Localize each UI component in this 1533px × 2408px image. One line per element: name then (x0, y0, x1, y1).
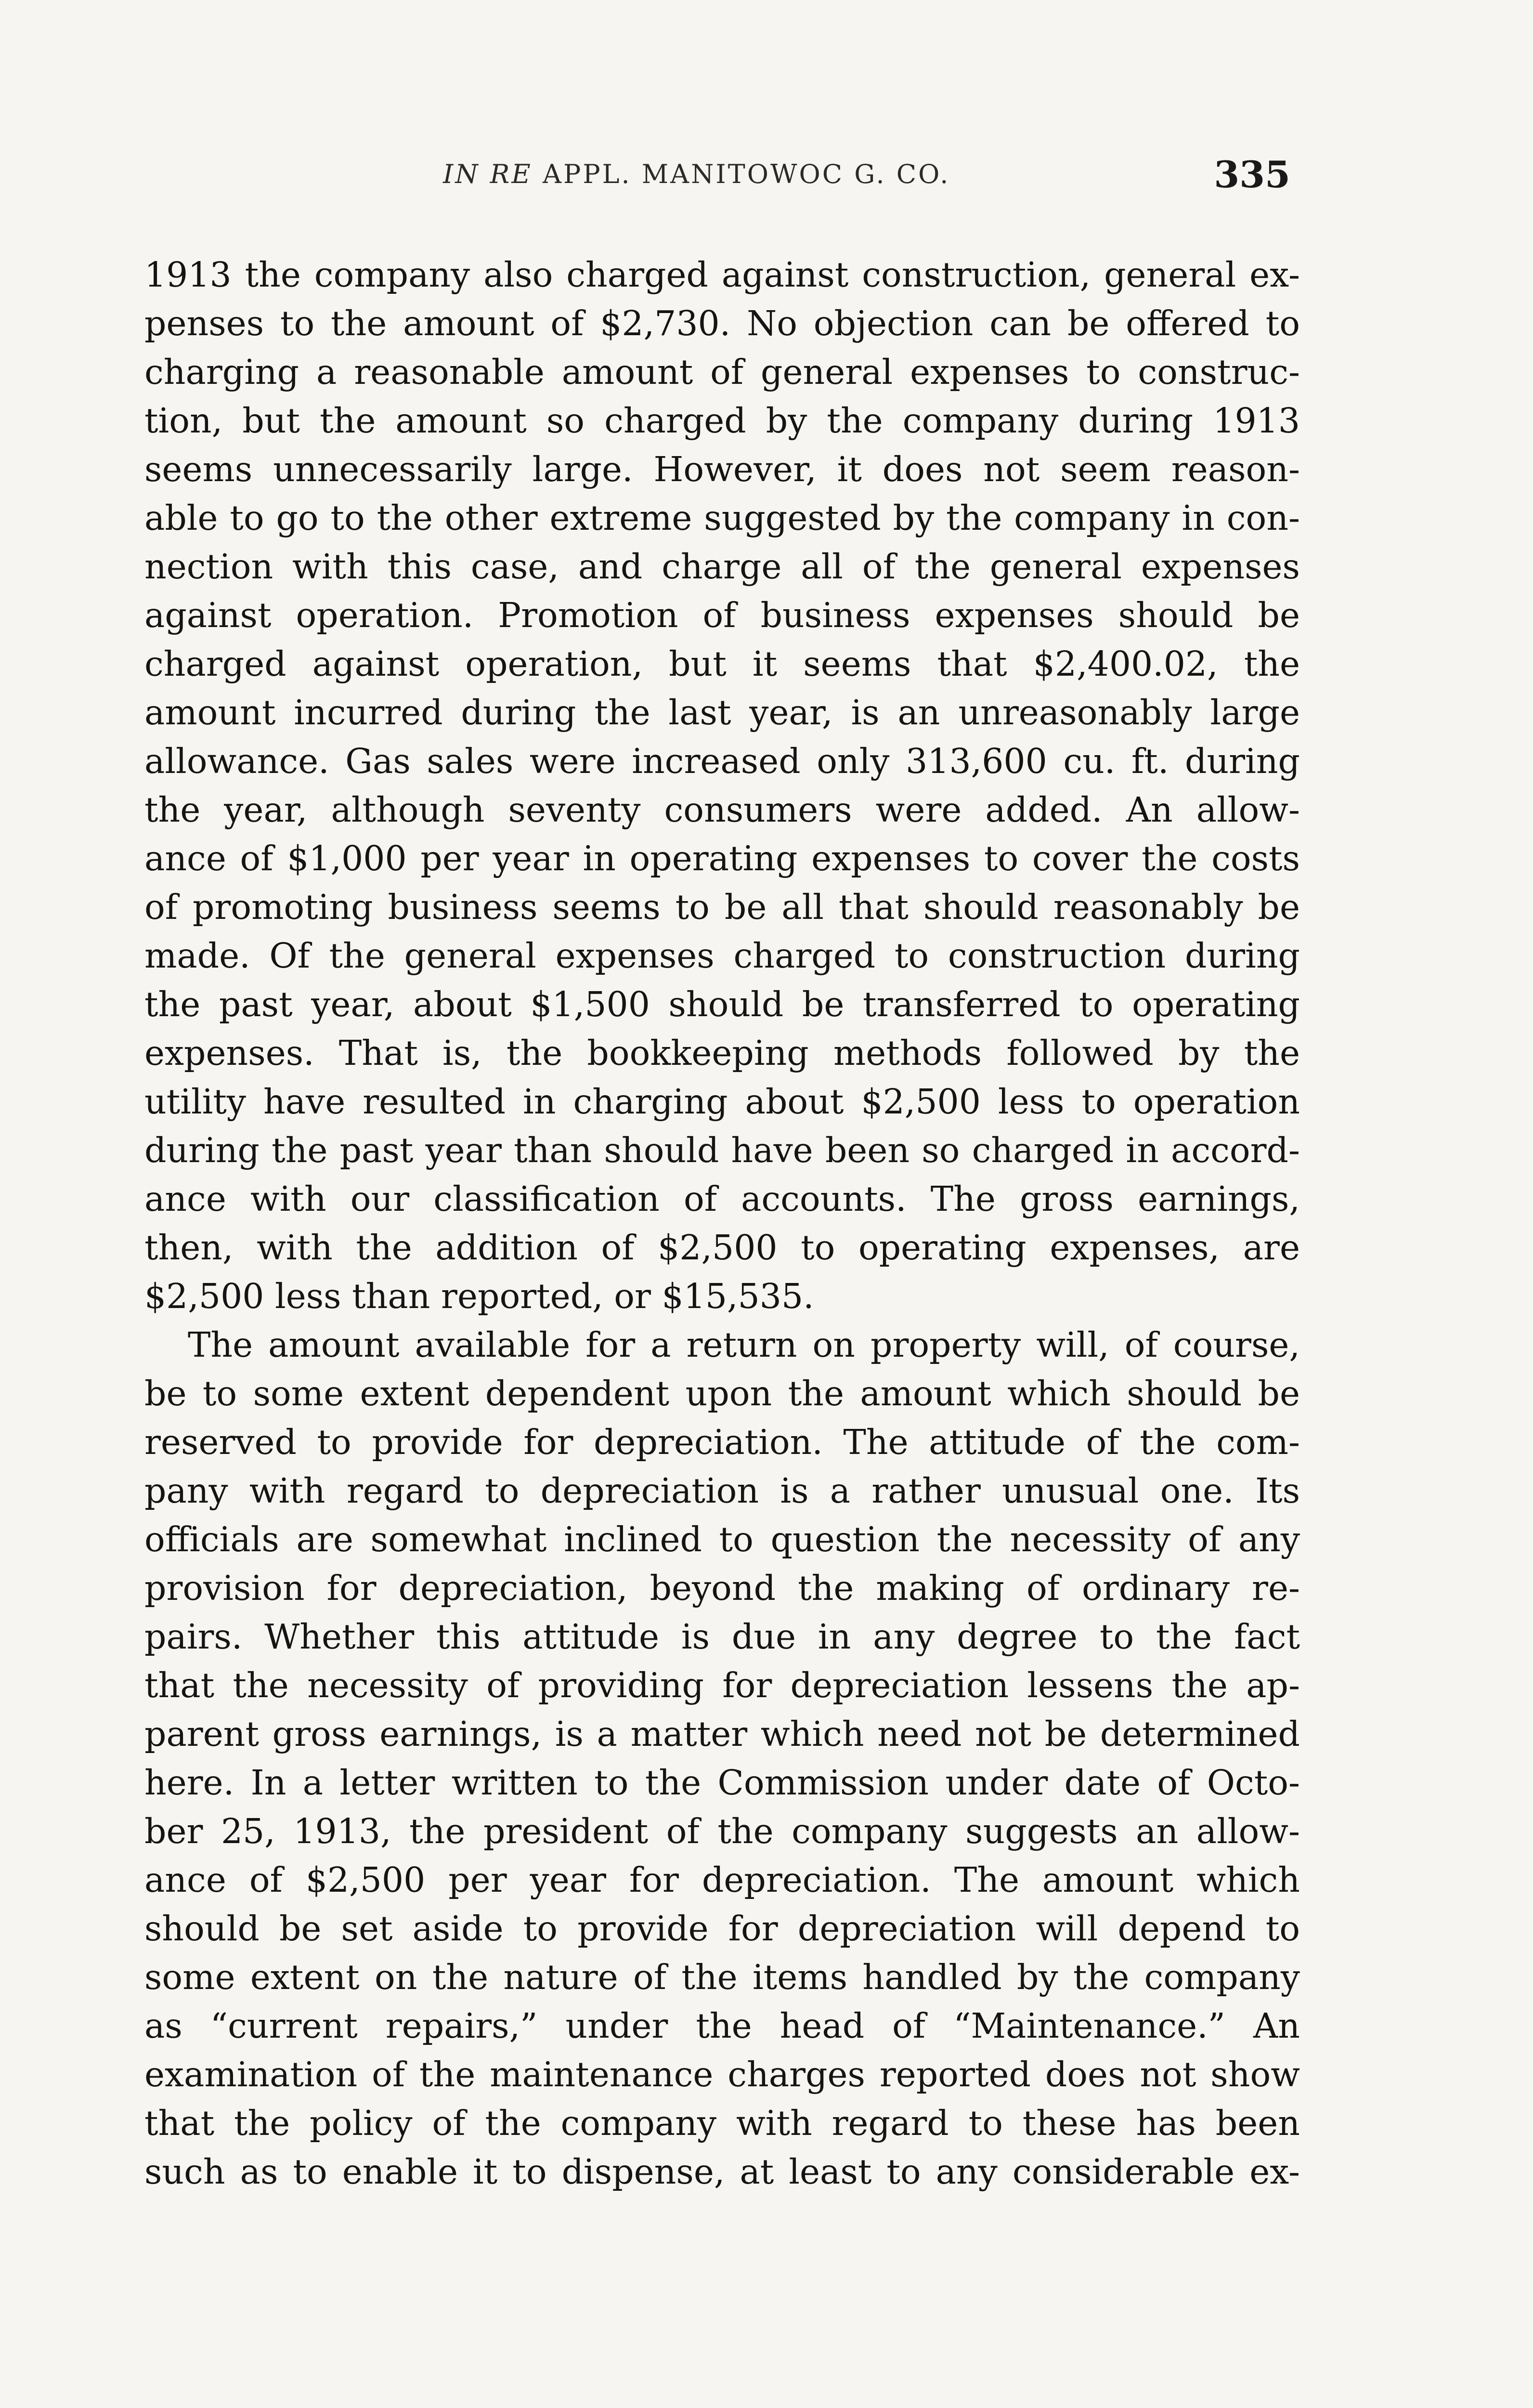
text-line: penses to the amount of $2,730. No objection can be offered to (144, 303, 1300, 343)
text-line: against operation. Promotion of business expenses should be (144, 595, 1300, 635)
text-line: as “current repairs,” under the head of “Maintenance.” An (144, 2006, 1300, 2046)
text-line: ance with our classification of accounts. The gross earnings, (144, 1179, 1300, 1219)
text-line: that the necessity of providing for depreciation lessens the ap- (144, 1665, 1300, 1705)
body-text (144, 250, 1300, 2196)
text-line: nection with this case, and charge all of the general expenses (144, 547, 1300, 587)
text-line: able to go to the other extreme suggested by the company in con- (144, 498, 1300, 538)
text-line: charging a reasonable amount of general expenses to construc- (144, 352, 1300, 392)
text-line: the past year, about $1,500 should be transferred to operating (144, 984, 1300, 1024)
running-title (443, 159, 950, 189)
text-line: The amount available for a return on property will, of course, (188, 1325, 1300, 1365)
text-line: provision for depreciation, beyond the making of ordinary re- (144, 1568, 1300, 1608)
text-line: tion, but the amount so charged by the company during 1913 (144, 401, 1300, 441)
text-line: examination of the maintenance charges reported does not show (144, 2055, 1300, 2094)
text-line: some extent on the nature of the items handled by the company (144, 1957, 1300, 1997)
text-line: the year, although seventy consumers were added. An allow- (144, 790, 1300, 830)
running-title-italic: IN RE (443, 159, 533, 189)
text-line: 1913 the company also charged against construction, general ex- (144, 255, 1300, 295)
text-line: allowance. Gas sales were increased only 313,600 cu. ft. during (144, 741, 1300, 781)
text-line: be to some extent dependent upon the amount which should be (144, 1374, 1300, 1413)
text-line: charged against operation, but it seems that $2,400.02, the (144, 644, 1300, 684)
text-line: ance of $2,500 per year for depreciation. The amount which (144, 1860, 1300, 1900)
text-line: officials are somewhat inclined to question the necessity of any (144, 1519, 1300, 1559)
text-line: ance of $1,000 per year in operating expenses to cover the costs (144, 838, 1300, 878)
text-line: then, with the addition of $2,500 to operating expenses, are (144, 1228, 1300, 1268)
text-line: expenses. That is, the bookkeeping methods followed by the (144, 1033, 1300, 1073)
text-line: seems unnecessarily large. However, it does not seem reason- (144, 449, 1300, 489)
text-line: ber 25, 1913, the president of the company suggests an allow- (144, 1811, 1300, 1851)
text-line: utility have resulted in charging about $2,500 less to operation (144, 1082, 1300, 1122)
text-line: of promoting business seems to be all that should reasonably be (144, 887, 1300, 927)
text-line: amount incurred during the last year, is an unreasonably large (144, 693, 1300, 733)
text-line: pairs. Whether this attitude is due in any degree to the fact (144, 1617, 1300, 1657)
text-line: parent gross earnings, is a matter which need not be determined (144, 1714, 1300, 1754)
running-title-rest: APPL. MANITOWOC G. CO. (543, 159, 950, 189)
text-line: made. Of the general expenses charged to construction during (144, 936, 1300, 976)
text-line: reserved to provide for depreciation. The attitude of the com- (144, 1422, 1300, 1462)
text-line: that the policy of the company with regard to these has been (144, 2103, 1300, 2143)
running-head (144, 144, 1290, 197)
text-line: such as to enable it to dispense, at least to any considerable ex- (144, 2152, 1300, 2192)
text-line: $2,500 less than reported, or $15,535. (144, 1276, 814, 1316)
page-number: 335 (1214, 153, 1290, 196)
text-line: during the past year than should have been so charged in accord- (144, 1130, 1300, 1170)
text-line: pany with regard to depreciation is a rather unusual one. Its (144, 1471, 1300, 1511)
text-line: here. In a letter written to the Commission under date of Octo- (144, 1763, 1300, 1803)
text-line: should be set aside to provide for depreciation will depend to (144, 1909, 1300, 1949)
